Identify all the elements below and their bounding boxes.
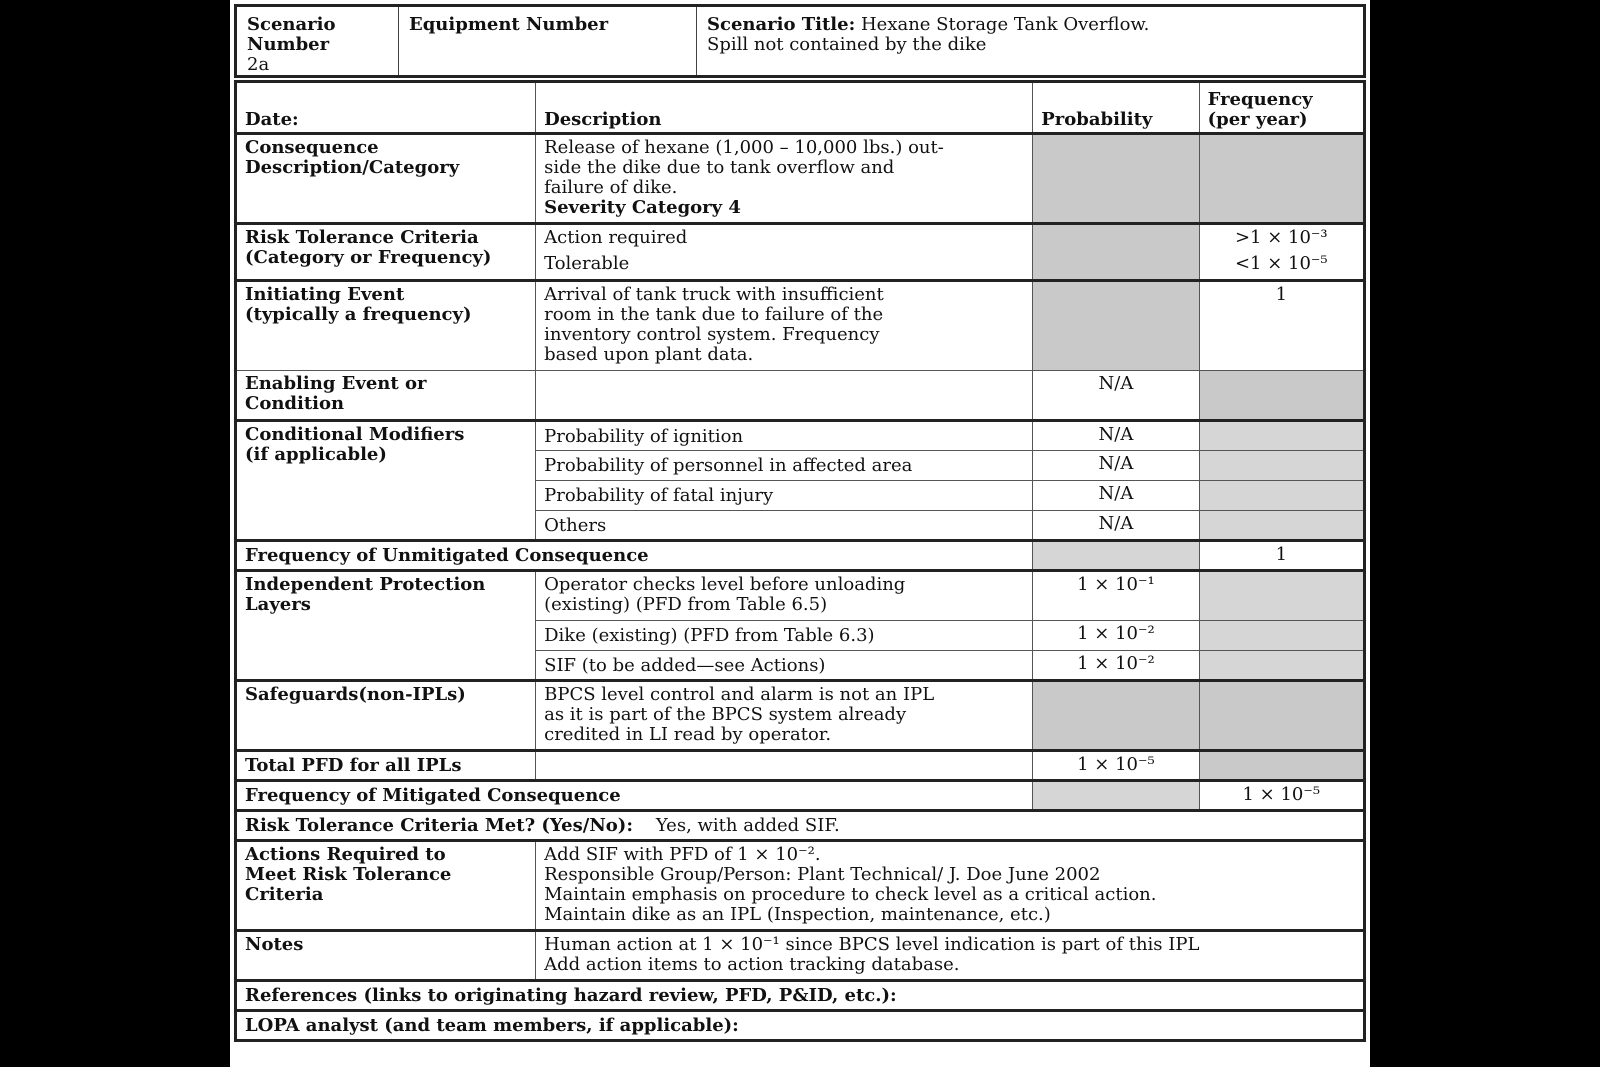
unmitigated-frequency: 1 (1199, 541, 1364, 571)
actions-line-2: Responsible Group/Person: Plant Technical/ J. Doe June 2002 (544, 864, 1101, 885)
ipl-desc-operator-1: Operator checks level before unloading (544, 574, 906, 595)
conditional-freq-cell (1199, 451, 1364, 481)
conditional-label-1: Conditional Modifiers (245, 424, 465, 445)
actions-label-3: Criteria (245, 884, 324, 905)
unmitigated-label: Frequency of Unmitigated Consequence (236, 541, 1033, 571)
scenario-title-value-1: Hexane Storage Tank Overflow. (860, 14, 1150, 35)
scenario-title-label: Scenario Title: (707, 14, 856, 35)
tolerable-text: Tolerable (544, 253, 630, 274)
enabling-probability: N/A (1033, 371, 1199, 421)
scenario-number-cell (237, 7, 399, 75)
enabling-event-row (236, 371, 1365, 421)
references-row (236, 981, 1365, 1011)
actions-line-3: Maintain emphasis on procedure to check level as a critical action. (544, 884, 1157, 905)
initiating-event-label (236, 281, 536, 371)
actions-label-1: Actions Required to (245, 844, 446, 865)
conditional-freq-cell (1199, 511, 1364, 541)
mitigated-prob-cell (1033, 781, 1199, 811)
ipl-prob-operator: 1 × 10⁻¹ (1033, 571, 1199, 621)
scenario-number-value: 2a (247, 54, 270, 75)
conditional-label-2: (if applicable) (245, 444, 387, 465)
enabling-freq-cell (1199, 371, 1364, 421)
risk-tolerance-label (236, 224, 536, 281)
consequence-row (236, 134, 1365, 224)
enabling-label-2: Condition (245, 393, 345, 414)
ipl-desc-operator-2: (existing) (PFD from Table 6.5) (544, 594, 828, 615)
risk-tolerance-row (236, 224, 1365, 281)
ipl-freq-cell (1199, 571, 1364, 621)
safeguards-row (236, 681, 1365, 751)
initiating-desc-3: inventory control system. Frequency (544, 324, 880, 345)
risk-tolerance-description (536, 224, 1033, 281)
notes-line-1: Human action at 1 × 10⁻¹ since BPCS level indication is part of this IPL (544, 934, 1200, 955)
ipl-prob-dike: 1 × 10⁻² (1033, 621, 1199, 651)
safeguards-desc-1: BPCS level control and alarm is not an IPL (544, 684, 935, 705)
consequence-label-1: Consequence (245, 137, 379, 158)
initiating-event-row (236, 281, 1365, 371)
risk-tolerance-label-2: (Category or Frequency) (245, 247, 492, 268)
initiating-prob-cell (1033, 281, 1199, 371)
total-pfd-label: Total PFD for all IPLs (236, 751, 536, 781)
initiating-desc-4: based upon plant data. (544, 344, 754, 365)
ipl-desc-dike: Dike (existing) (PFD from Table 6.3) (536, 621, 1033, 651)
action-required-text: Action required (544, 227, 688, 248)
safeguards-desc-2: as it is part of the BPCS system already (544, 704, 907, 725)
actions-label (236, 841, 536, 931)
ipl-freq-cell (1199, 651, 1364, 681)
initiating-desc-2: room in the tank due to failure of the (544, 304, 884, 325)
notes-label: Notes (236, 931, 536, 981)
description-header: Description (536, 82, 1033, 134)
conditional-desc-fatal: Probability of fatal injury (536, 481, 1033, 511)
enabling-event-label (236, 371, 536, 421)
notes-row (236, 931, 1365, 981)
conditional-desc-personnel: Probability of personnel in affected area (536, 451, 1033, 481)
action-required-frequency: >1 × 10⁻³ (1234, 227, 1328, 248)
unmitigated-row (236, 541, 1365, 571)
ipl-desc-sif: SIF (to be added—see Actions) (536, 651, 1033, 681)
criteria-met-cell (236, 811, 1365, 841)
mitigated-row (236, 781, 1365, 811)
consequence-freq-cell (1199, 134, 1364, 224)
initiating-frequency: 1 (1199, 281, 1364, 371)
actions-label-2: Meet Risk Tolerance (245, 864, 452, 885)
mitigated-label: Frequency of Mitigated Consequence (236, 781, 1033, 811)
conditional-modifier-row (236, 421, 1365, 451)
enabling-label-1: Enabling Event or (245, 373, 427, 394)
total-pfd-freq-cell (1199, 751, 1364, 781)
conditional-freq-cell (1199, 421, 1364, 451)
total-pfd-description (536, 751, 1033, 781)
consequence-description (536, 134, 1033, 224)
notes-description (536, 931, 1365, 981)
frequency-header-1: Frequency (1207, 89, 1313, 110)
scenario-header (234, 4, 1366, 78)
actions-description (536, 841, 1365, 931)
frequency-header (1199, 82, 1364, 134)
column-header-row (236, 82, 1365, 134)
unmitigated-prob-cell (1033, 541, 1199, 571)
consequence-label (236, 134, 536, 224)
consequence-desc-2: side the dike due to tank overflow and (544, 157, 895, 178)
ipl-label (236, 571, 536, 681)
safeguards-desc-3: credited in LI read by operator. (544, 724, 832, 745)
safeguards-prob-cell (1033, 681, 1199, 751)
date-header: Date: (236, 82, 536, 134)
frequency-header-2: (per year) (1207, 109, 1308, 130)
analyst-row (236, 1011, 1365, 1041)
conditional-prob-personnel: N/A (1033, 451, 1199, 481)
total-pfd-probability: 1 × 10⁻⁵ (1033, 751, 1199, 781)
risk-tolerance-freq-cell (1199, 224, 1364, 281)
scenario-title-value-2: Spill not contained by the dike (707, 34, 987, 55)
mitigated-frequency: 1 × 10⁻⁵ (1199, 781, 1364, 811)
safeguards-description (536, 681, 1033, 751)
risk-tolerance-prob-cell (1033, 224, 1199, 281)
actions-row (236, 841, 1365, 931)
criteria-met-value: Yes, with added SIF. (655, 815, 840, 836)
consequence-prob-cell (1033, 134, 1199, 224)
conditional-prob-ignition: N/A (1033, 421, 1199, 451)
enabling-description (536, 371, 1033, 421)
conditional-desc-others: Others (536, 511, 1033, 541)
criteria-met-label: Risk Tolerance Criteria Met? (Yes/No): (245, 815, 633, 836)
ipl-row (236, 571, 1365, 621)
ipl-label-2: Layers (245, 594, 311, 615)
scenario-number-label: Scenario Number (247, 14, 336, 55)
analyst-label: LOPA analyst (and team members, if applicable): (236, 1011, 1365, 1041)
actions-line-1: Add SIF with PFD of 1 × 10⁻². (544, 844, 821, 865)
conditional-prob-fatal: N/A (1033, 481, 1199, 511)
criteria-met-row (236, 811, 1365, 841)
safeguards-label: Safeguards(non-IPLs) (236, 681, 536, 751)
consequence-desc-3: failure of dike. (544, 177, 678, 198)
tolerable-frequency: <1 × 10⁻⁵ (1234, 253, 1328, 274)
lopa-table (234, 80, 1366, 1042)
probability-header: Probability (1033, 82, 1199, 134)
severity-category: Severity Category 4 (544, 197, 741, 218)
ipl-label-1: Independent Protection (245, 574, 486, 595)
ipl-desc-operator (536, 571, 1033, 621)
equipment-number-cell (399, 7, 697, 75)
equipment-number-label: Equipment Number (409, 14, 609, 35)
conditional-prob-others: N/A (1033, 511, 1199, 541)
conditional-freq-cell (1199, 481, 1364, 511)
references-label: References (links to originating hazard review, PFD, P&ID, etc.): (236, 981, 1365, 1011)
consequence-desc-1: Release of hexane (1,000 – 10,000 lbs.) out- (544, 137, 944, 158)
ipl-prob-sif: 1 × 10⁻² (1033, 651, 1199, 681)
lopa-worksheet (230, 0, 1370, 1067)
notes-line-2: Add action items to action tracking database. (544, 954, 960, 975)
scenario-title-cell (697, 7, 1363, 75)
risk-tolerance-label-1: Risk Tolerance Criteria (245, 227, 479, 248)
conditional-modifiers-label (236, 421, 536, 541)
conditional-desc-ignition: Probability of ignition (536, 421, 1033, 451)
initiating-event-description (536, 281, 1033, 371)
total-pfd-row (236, 751, 1365, 781)
consequence-label-2: Description/Category (245, 157, 460, 178)
initiating-label-2: (typically a frequency) (245, 304, 472, 325)
initiating-desc-1: Arrival of tank truck with insufficient (544, 284, 884, 305)
safeguards-freq-cell (1199, 681, 1364, 751)
actions-line-4: Maintain dike as an IPL (Inspection, maintenance, etc.) (544, 904, 1051, 925)
ipl-freq-cell (1199, 621, 1364, 651)
initiating-label-1: Initiating Event (245, 284, 405, 305)
